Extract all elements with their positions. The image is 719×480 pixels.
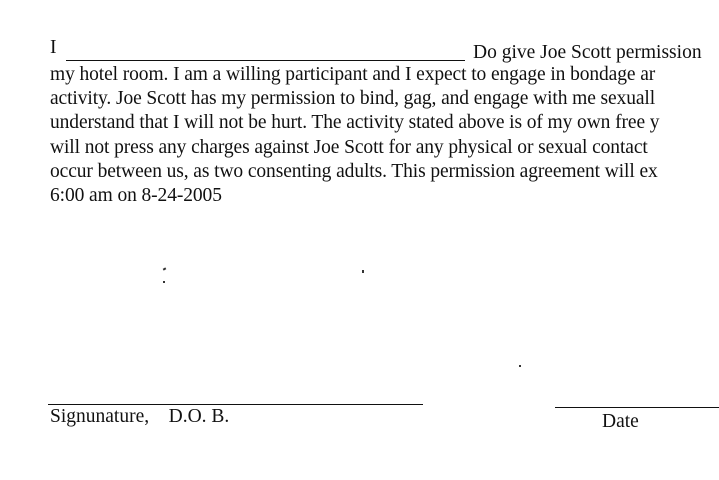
agreement-line-3: activity. Joe Scott has my permission to bind, gag, and engage with me sexuall: [50, 88, 656, 109]
name-fill-in-line: [66, 60, 465, 61]
scan-speck: [362, 270, 364, 273]
scan-speck: [163, 281, 165, 283]
agreement-line-6: occur between us, as two consenting adults. This permission agreement will ex: [50, 161, 658, 182]
agreement-line-4: understand that I will not be hurt. The activity stated above is of my own free y: [50, 112, 660, 133]
agreement-line-5: will not press any charges against Joe Scott for any physical or sexual contact: [50, 137, 648, 158]
date-label: Date: [602, 411, 639, 432]
agreement-line-1: Do give Joe Scott permission: [473, 42, 702, 63]
scan-speck: [163, 267, 167, 270]
agreement-line-2: my hotel room. I am a willing participant and I expect to engage in bondage ar: [50, 64, 656, 85]
agreement-first-word: I: [50, 37, 57, 58]
signature-label: Signunature, D.O. B.: [50, 406, 230, 427]
date-line: [555, 407, 719, 408]
scan-speck: [519, 365, 521, 367]
signature-line: [48, 404, 423, 405]
agreement-line-7: 6:00 am on 8-24-2005: [50, 185, 222, 206]
